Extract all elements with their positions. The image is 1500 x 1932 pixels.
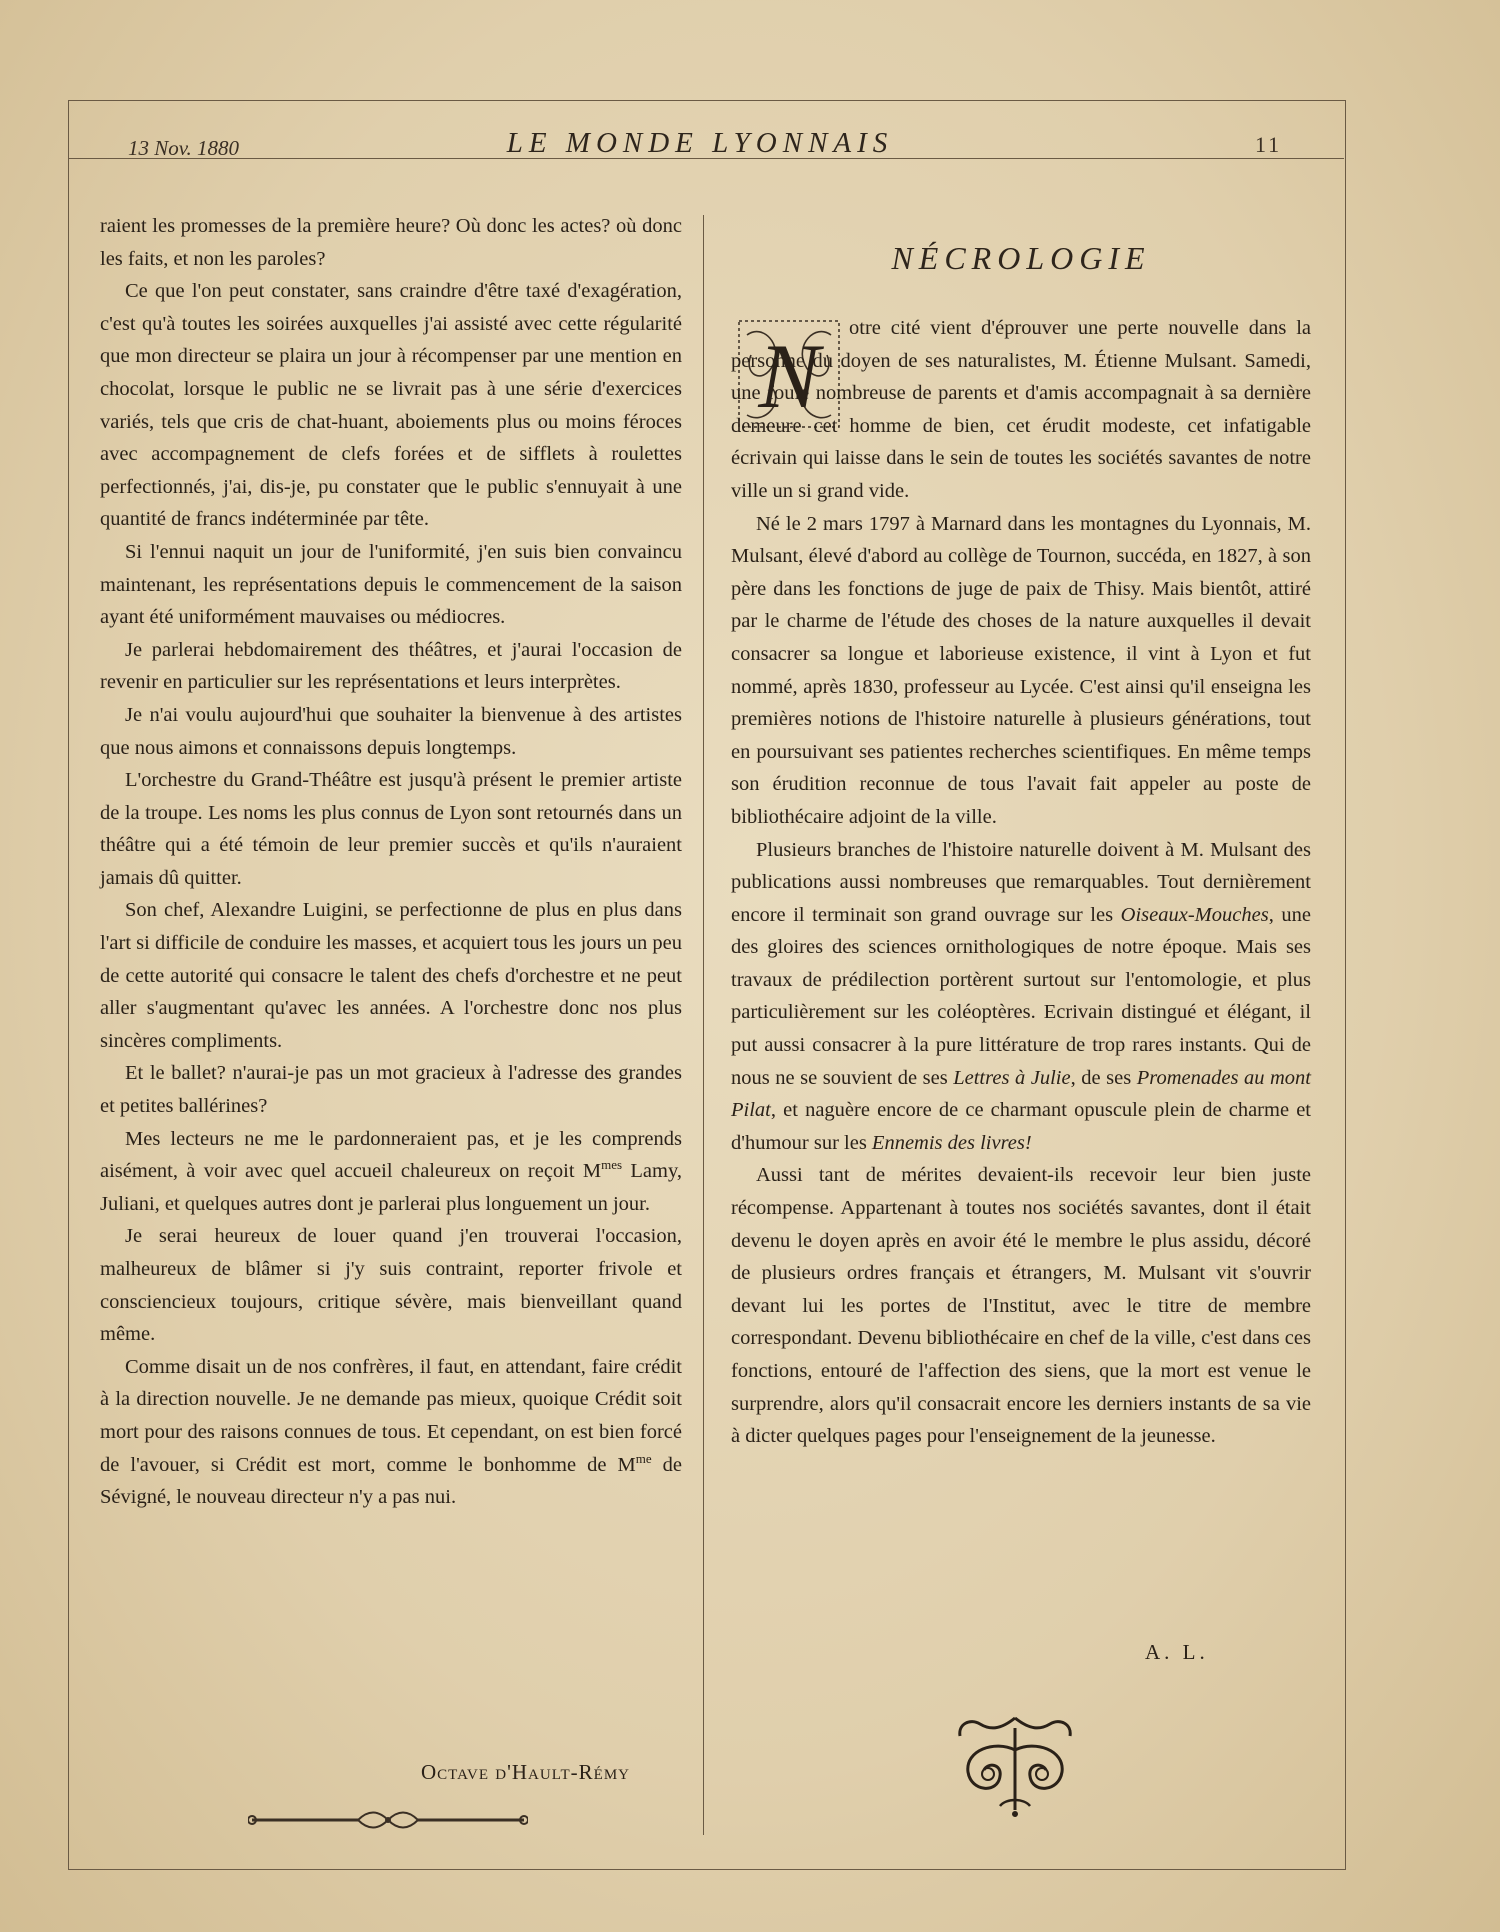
right-paragraph-3 [731, 834, 1311, 1160]
right-p1-text: otre cité vient d'éprouver une perte nouvelle dans la personne du doyen de ses naturalistes, M. Étienne Mulsant. Samedi, une foule nombreuse de parents et d'amis accompagnait à sa dernière demeure cet homme de bien, cet érudit modeste, cet infatigable écrivain qui laisse dans le sein de toutes les sociétés savantes de notre ville un si grand vide. [731, 317, 1311, 502]
left-paragraph-1: raient les promesses de la première heure? Où donc les actes? où donc les faits, et non les paroles? [100, 215, 682, 270]
p3-text-c: , de ses [1070, 1066, 1137, 1089]
left-paragraph-10: Je serai heureux de louer quand j'en trouverai l'occasion, malheureux de blâmer si j'y suis contraint, reporter frivole et consciencieux toujours, critique sévère, mais bienveillant quand même. [100, 1225, 682, 1346]
vignette-ornament [940, 1710, 1090, 1820]
flourish-ornament [248, 1808, 528, 1832]
right-paragraph-1 [731, 312, 1311, 508]
left-paragraph-3: Si l'ennui naquit un jour de l'uniformité, j'en suis bien convaincu maintenant, les représentations depuis le commencement de la saison ayant été uniformément mauvaises ou médiocres. [100, 540, 682, 629]
p9-text-b: Lamy, Juliani, et quelques autres dont je parlerai plus longuement un jour. [100, 1160, 682, 1215]
p3-text-b: , une des gloires des sciences ornithologiques de notre époque. Mais ses travaux de prédilection portèrent surtout sur l'entomologie, et plus particulièrement sur les coléoptères. Ecrivain distingué et élégant, il put aussi consacrer à la pure littérature de trop rares instants. Qui de nous ne se souvient de ses [731, 903, 1311, 1089]
right-paragraph-4: Aussi tant de mérites devaient-ils recevoir leur bien juste récompense. Appartenant à toutes nos sociétés savantes, dont il était devenu le doyen après en avoir été le membre le plus assidu, décoré de plusieurs ordres français et étrangers, M. Mulsant vit s'ouvrir devant lui les portes de l'Institut, avec le titre de membre correspondant. Devenu bibliothécaire en chef de la ville, c'est dans ces fonctions, entouré de l'affection des siens, que la mort est venue le surprendre, alors qu'il consacrait encore les derniers instants de sa vie à dicter quelques pages pour l'enseignement de la jeunesse. [731, 1164, 1311, 1448]
column-divider [703, 215, 704, 1835]
header-date: 13 Nov. 1880 [128, 136, 240, 160]
left-signature: Octave d'Hault-Rémy [420, 1760, 630, 1784]
left-paragraph-5: Je n'ai voulu aujourd'hui que souhaiter la bienvenue à des artistes que nous aimons et connaissons depuis longtemps. [100, 703, 682, 759]
left-paragraph-7: Son chef, Alexandre Luigini, se perfectionne de plus en plus dans l'art si difficile de conduire les masses, et acquiert tous les jours un peu de cette autorité qui consacre le talent des chefs d'orchestre et ne peut aller s'augmentant qu'avec les années. A l'orchestre donc nos plus sincères compliments. [100, 899, 682, 1052]
left-paragraph-8: Et le ballet? n'aurai-je pas un mot gracieux à l'adresse des grandes et petites ballérines? [100, 1062, 682, 1118]
left-column [100, 210, 682, 1514]
header-title: LE MONDE LYONNAIS [506, 127, 894, 159]
right-paragraph-2: Né le 2 mars 1797 à Marnard dans les montagnes du Lyonnais, M. Mulsant, élevé d'abord au collège de Tournon, succéda, en 1827, à son père dans les fonctions de juge de paix de Thisy. Mais bientôt, attiré par le charme de l'étude des choses de la nature auxquelles il devait consacrer sa longue et laborieuse existence, il vint à Lyon et fut nommé, après 1830, professeur au Lycée. C'est ainsi qu'il enseigna les premières notions de l'histoire naturelle à plusieurs générations, tout en poursuivant ses patientes recherches scientifiques. En même temps son érudition reconnue de tous l'avait fait appeler au poste de bibliothécaire adjoint de la ville. [731, 512, 1311, 828]
dropcap-letter: N [758, 325, 820, 427]
left-paragraph-2: Ce que l'on peut constater, sans craindre d'être taxé d'exagération, c'est qu'à toutes les soirées auxquelles j'ai assisté avec cette régularité que mon directeur se plaira un jour à récompenser par une mention en chocolat, lorsque le public ne se livrait pas à une série d'exercices variés, tels que cris de chat-huant, aboiements plus ou moins féroces avec accompagnement de clefs forées et de sifflets à roulettes perfectionnés, j'ai, dis-je, pu constater que le public s'ennuyait à une quantité de francs indéterminée par tête. [100, 280, 682, 531]
left-paragraph-6: L'orchestre du Grand-Théâtre est jusqu'à présent le premier artiste de la troupe. Les noms les plus connus de Lyon sont retournés dans un théâtre qui a été témoin de leur premier succès et qu'ils n'auraient jamais dû quitter. [100, 769, 682, 889]
p3-italic-3: Promenades au mont Pilat [731, 1066, 1312, 1122]
p11-sup: me [635, 1450, 652, 1466]
p3-italic-1: Oiseaux-Mouches [1120, 903, 1269, 926]
p3-text-a: Plusieurs branches de l'histoire naturelle doivent à M. Mulsant des publications aussi nombreuses que remarquables. Tout dernièrement encore il terminait son grand ouvrage sur les [731, 838, 1311, 926]
right-signature: A. L. [1145, 1640, 1209, 1664]
p11-text-a: Comme disait un de nos confrères, il faut, en attendant, faire crédit à la direction nouvelle. Je ne demande pas mieux, quoique Crédit soit mort pour des raisons connues de tous. Et cependant, on est bien forcé de l'avouer, si Crédit est mort, comme le bonhomme de M [100, 1355, 682, 1476]
left-paragraph-11 [100, 1351, 682, 1514]
right-column [731, 312, 1311, 1453]
left-paragraph-9 [100, 1123, 682, 1221]
p3-italic-2: Lettres à Julie [953, 1066, 1071, 1089]
p9-text-a: Mes lecteurs ne me le pardonneraient pas, et je les comprends aisément, à voir avec quel accueil chaleureux on reçoit M [100, 1127, 682, 1183]
p3-italic-4: Ennemis des livres! [871, 1131, 1032, 1154]
p11-text-b: de Sévigné, le nouveau directeur n'y a pas nui. [100, 1453, 682, 1509]
p9-sup: mes [601, 1157, 623, 1173]
necrologie-title: NÉCROLOGIE [891, 240, 1151, 276]
header-page-number: 11 [1255, 132, 1283, 157]
p3-text-d: , et naguère encore de ce charmant opuscule plein de charme et d'humour sur les [731, 1099, 1311, 1154]
left-paragraph-4: Je parlerai hebdomairement des théâtres, et j'aurai l'occasion de revenir en particulier sur les représentations et leurs interprètes. [100, 638, 682, 694]
